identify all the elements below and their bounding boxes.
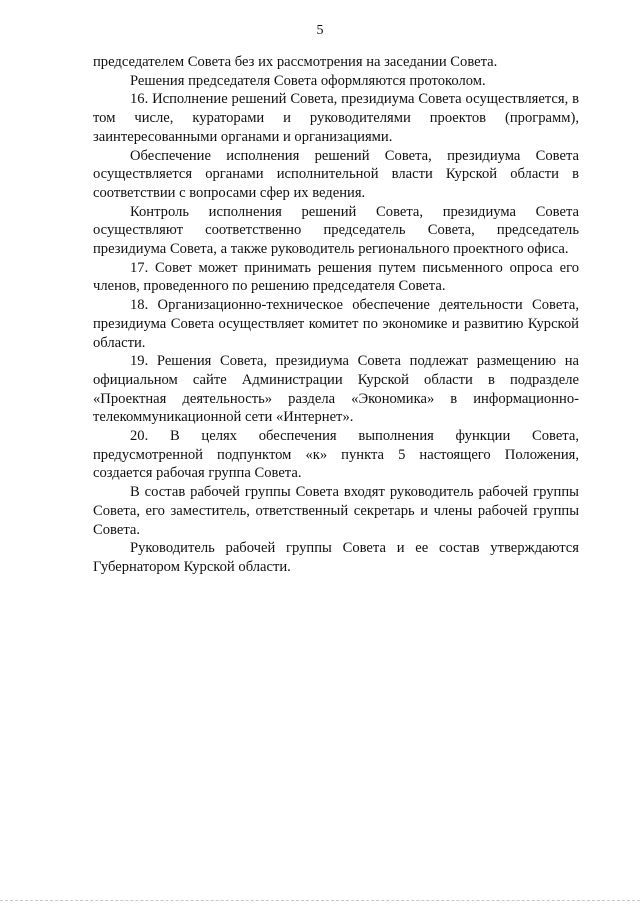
paragraph-clause-20: 20. В целях обеспечения выполнения функции Совета, предусмотренной подпунктом «к» пункта 5 настоящего Положения, создается рабочая группа Совета. [93,428,579,482]
paragraph-clause-18: 18. Организационно-техническое обеспечение деятельности Совета, президиума Совета осуществляет комитет по экономике и развитию Курской области. [93,297,579,351]
paragraph: В состав рабочей группы Совета входят руководитель рабочей группы Совета, его заместитель, ответственный секретарь и члены рабочей группы Совета. [93,484,579,538]
document-body [93,53,579,577]
paragraph: Обеспечение исполнения решений Совета, президиума Совета осуществляется органами исполнительной власти Курской области в соответствии с вопросами сфер их ведения. [93,147,579,201]
page-number: 5 [316,23,324,38]
paragraph-clause-19: 19. Решения Совета, президиума Совета подлежат размещению на официальном сайте Администрации Курской области в подразделе «Проектная деятельность» раздела «Экономика» в информационно-телекоммуникационной сети «Интернет». [93,353,579,426]
paragraph-clause-16: 16. Исполнение решений Совета, президиума Совета осуществляется, в том числе, кураторами и руководителями проектов (программ), заинтересованными органами и организациями. [93,91,579,145]
paragraph: Решения председателя Совета оформляются протоколом. [130,72,486,89]
paragraph-clause-17: 17. Совет может принимать решения путем письменного опроса его членов, проведенного по решению председателя Совета. [93,259,579,295]
paragraph: Контроль исполнения решений Совета, президиума Совета осуществляют соответственно председатель Совета, председатель президиума Совета, а также руководитель регионального проектного офиса. [93,203,579,258]
page-bottom-edge [0,900,640,902]
paragraph: председателем Совета без их рассмотрения на заседании Совета. [93,54,498,70]
paragraph: Руководитель рабочей группы Совета и ее состав утверждаются Губернатором Курской области. [93,540,579,575]
